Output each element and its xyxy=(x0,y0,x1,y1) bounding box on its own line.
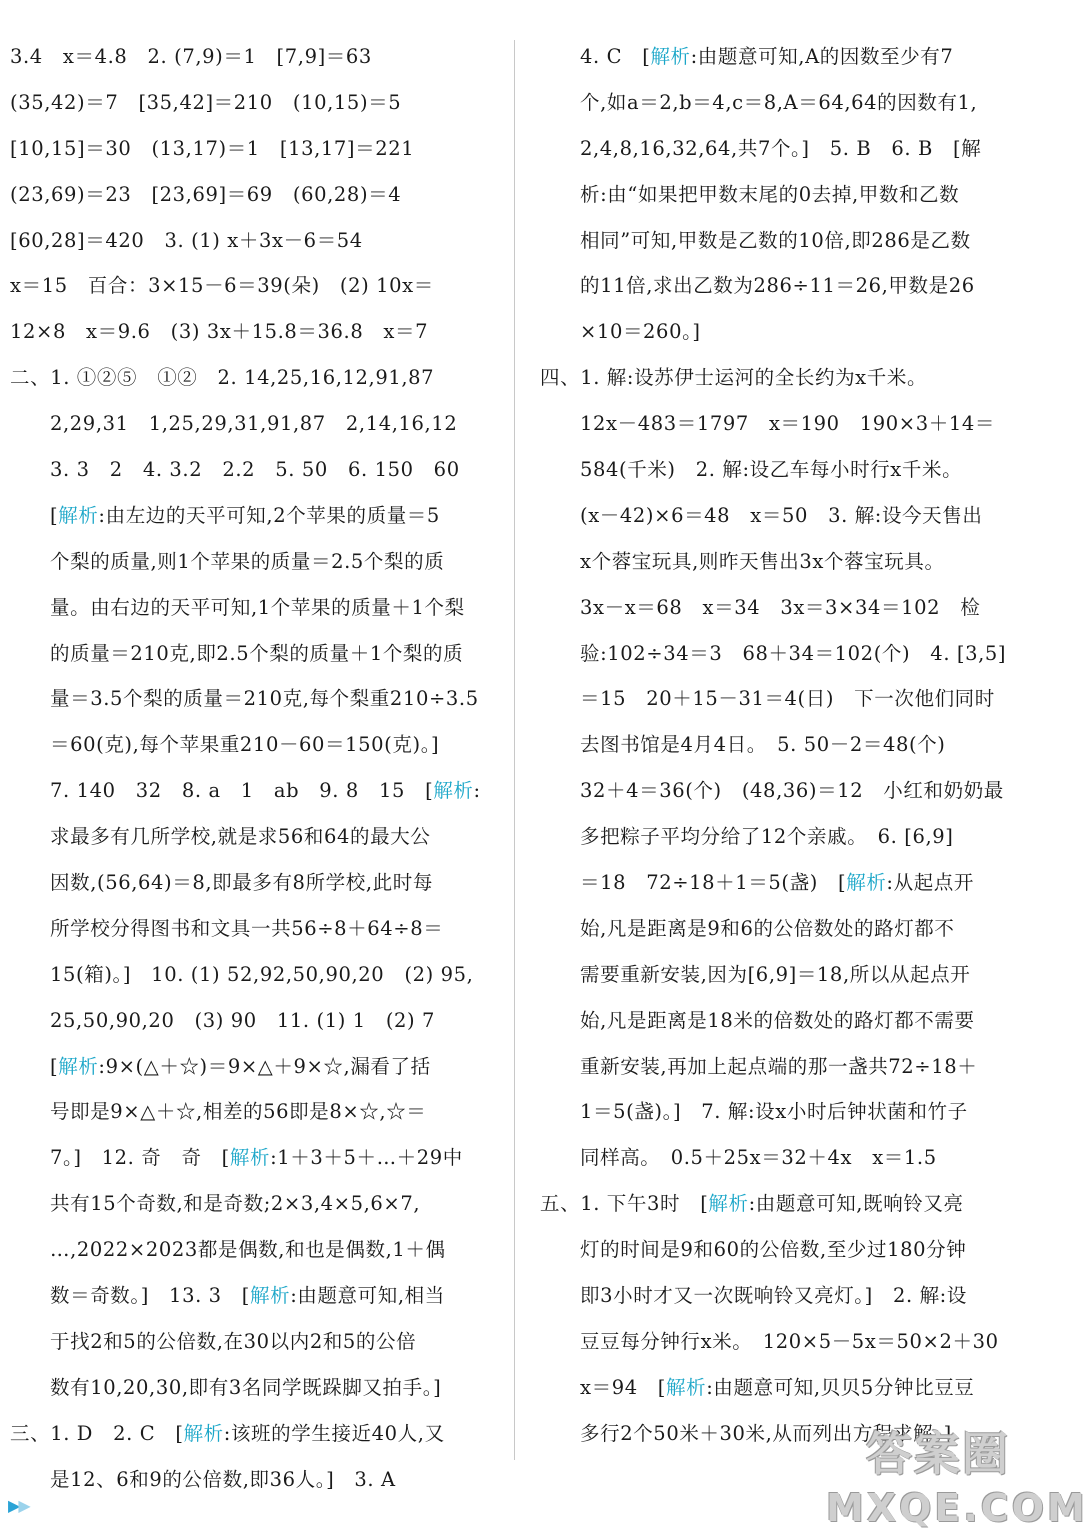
left-column xyxy=(10,34,502,1503)
watermark-title: 答案圈 xyxy=(866,1427,1010,1481)
answer-line: 3. 3 2 4. 3.2 2.2 5. 50 6. 150 60 xyxy=(50,458,460,482)
answer-line: 7. 140 32 8. a 1 ab 9. 8 15 [解析: xyxy=(50,779,481,803)
answer-line: 即3小时才又一次既响铃又亮灯。] 2. 解:设 xyxy=(580,1284,967,1308)
answer-line: ×10＝260。] xyxy=(580,320,701,344)
watermark-logo xyxy=(826,1424,1088,1532)
answer-line: ＝18 72÷18＋1＝5(盏) [解析:从起点开 xyxy=(580,871,974,895)
answer-line: 相同”可知,甲数是乙数的10倍,即286是乙数 xyxy=(580,228,971,252)
answer-line: 于找2和5的公倍数,在30以内2和5的公倍 xyxy=(50,1329,417,1353)
analysis-label: 解析 xyxy=(249,1284,291,1308)
answer-line: (23,69)＝23 [23,69]＝69 (60,28)＝4 xyxy=(10,182,402,206)
answer-line: 个梨的质量,则1个苹果的质量＝2.5个梨的质 xyxy=(50,549,445,573)
answer-line: (x－42)×6＝48 x＝50 3. 解:设今天售出 xyxy=(580,503,983,527)
answer-line: 去图书馆是4月4日。 5. 50－2＝48(个) xyxy=(580,733,946,757)
answer-line: 3.4 x＝4.8 2. (7,9)＝1 [7,9]＝63 xyxy=(10,45,372,68)
answer-line: 的11倍,求出乙数为286÷11＝26,甲数是26 xyxy=(580,274,975,298)
analysis-label: 解析 xyxy=(183,1421,224,1445)
answer-line: 需要重新安装,因为[6,9]＝18,所以从起点开 xyxy=(580,962,971,986)
answer-line: 量。由右边的天平可知,1个苹果的质量＋1个梨 xyxy=(50,595,465,619)
answer-line: 3x－x＝68 x＝34 3x＝3×34＝102 检 xyxy=(580,595,981,619)
analysis-line: 析:由“如果把甲数末尾的0去掉,甲数和乙数 xyxy=(580,182,960,206)
watermark-url: MXQE.COM xyxy=(826,1486,1088,1530)
answer-line: ＝15 20＋15－31＝4(日) 下一次他们同时 xyxy=(580,687,995,711)
answer-line: 因数,(56,64)＝8,即最多有8所学校,此时每 xyxy=(50,871,433,895)
answer-line: 15(箱)。] 10. (1) 52,92,50,90,20 (2) 95, xyxy=(50,962,474,986)
answer-line: 2,29,31 1,25,29,31,91,87 2,14,16,12 xyxy=(50,412,458,436)
analysis-label: 解析 xyxy=(58,503,99,527)
answer-line: 同样高。 0.5＋25x＝32＋4x x＝1.5 xyxy=(580,1146,937,1170)
page-arrows-icon: ▶▶ xyxy=(8,1496,31,1515)
answer-line: (35,42)＝7 [35,42]＝210 (10,15)＝5 xyxy=(10,90,402,114)
section-two-heading: 二、1. ①②⑤ ①② 2. 14,25,16,12,91,87 xyxy=(10,366,435,390)
right-column xyxy=(540,34,1030,1457)
answer-line: 号即是9×△＋☆,相差的56即是8×☆,☆＝ xyxy=(50,1100,427,1124)
answer-line: [60,28]＝420 3. (1) x＋3x－6＝54 xyxy=(10,228,363,252)
analysis-label: 解析 xyxy=(58,1054,99,1078)
analysis-label: 解析 xyxy=(708,1192,749,1216)
answer-line: 重新安装,再加上起点端的那一盏共72÷18＋ xyxy=(580,1054,978,1078)
answer-line: 是12、6和9的公倍数,即36人。] 3. A xyxy=(50,1467,396,1491)
answer-line: 量＝3.5个梨的质量＝210克,每个梨重210÷3.5 xyxy=(50,687,479,711)
answer-line: x＝94 [解析:由题意可知,贝贝5分钟比豆豆 xyxy=(580,1375,975,1399)
answer-line: ＝60(克),每个苹果重210－60＝150(克)。] xyxy=(50,733,440,757)
answer-line: 12x－483＝1797 x＝190 190×3＋14＝ xyxy=(580,412,995,436)
answer-line: 始,凡是距离是9和6的公倍数处的路灯都不 xyxy=(580,916,955,940)
answer-line: 的质量＝210克,即2.5个梨的质量＋1个梨的质 xyxy=(50,641,464,665)
answer-line: [10,15]＝30 (13,17)＝1 [13,17]＝221 xyxy=(10,136,415,160)
answer-line: 数有10,20,30,即有3名同学既跺脚又拍手。] xyxy=(50,1375,442,1399)
analysis-label: 解析 xyxy=(650,45,691,68)
answer-line: 4. C [解析:由题意可知,A的因数至少有7 xyxy=(580,45,954,68)
analysis-line: [解析:由左边的天平可知,2个苹果的质量＝5 xyxy=(50,503,440,527)
answer-line: 1＝5(盏)。] 7. 解:设x小时后钟状菌和竹子 xyxy=(580,1100,968,1124)
answer-line: 验:102÷34＝3 68＋34＝102(个) 4. [3,5] xyxy=(580,641,1007,665)
answer-line: 12×8 x＝9.6 (3) 3x＋15.8＝36.8 x＝7 xyxy=(10,320,429,344)
answer-line: 求最多有几所学校,就是求56和64的最大公 xyxy=(50,825,431,849)
analysis-label: 解析 xyxy=(846,871,887,895)
analysis-label: 解析 xyxy=(433,779,474,803)
answer-line: x个蓉宝玩具,则昨天售出3x个蓉宝玩具。 xyxy=(580,549,945,573)
answer-line: 豆豆每分钟行x米。 120×5－5x＝50×2＋30 xyxy=(580,1329,999,1353)
answer-line: …,2022×2023都是偶数,和也是偶数,1＋偶 xyxy=(50,1238,446,1262)
answer-line: 个,如a＝2,b＝4,c＝8,A＝64,64的因数有1, xyxy=(580,90,978,114)
section-five-heading: 五、1. 下午3时 [解析:由题意可知,既响铃又亮 xyxy=(540,1192,964,1216)
column-divider xyxy=(514,40,515,1460)
answer-line: 所学校分得图书和文具一共56÷8＋64÷8＝ xyxy=(50,916,444,940)
analysis-label: 解析 xyxy=(666,1375,707,1399)
answer-line: 584(千米) 2. 解:设乙车每小时行x千米。 xyxy=(580,458,963,482)
section-three-heading: 三、1. D 2. C [解析:该班的学生接近40人,又 xyxy=(10,1421,445,1445)
answer-line: 32＋4＝36(个) (48,36)＝12 小红和奶奶最 xyxy=(580,779,1004,803)
section-four-heading: 四、1. 解:设苏伊士运河的全长约为x千米。 xyxy=(540,366,928,390)
answer-line: 7。] 12. 奇 奇 [解析:1＋3＋5＋…＋29中 xyxy=(50,1146,463,1170)
analysis-label: 解析 xyxy=(229,1146,271,1170)
analysis-line: [解析:9×(△＋☆)＝9×△＋9×☆,漏看了括 xyxy=(50,1054,431,1078)
answer-line: 始,凡是距离是18米的倍数处的路灯都不需要 xyxy=(580,1008,975,1032)
answer-line: 25,50,90,20 (3) 90 11. (1) 1 (2) 7 xyxy=(50,1008,436,1032)
answer-line: x＝15 百合：3×15－6＝39(朵) (2) 10x＝ xyxy=(10,274,434,298)
answer-line: 数＝奇数。] 13. 3 [解析:由题意可知,相当 xyxy=(50,1284,445,1308)
answer-line: 2,4,8,16,32,64,共7个。] 5. B 6. B [解 xyxy=(580,136,982,160)
answer-line: 共有15个奇数,和是奇数;2×3,4×5,6×7, xyxy=(50,1192,421,1216)
answer-line: 灯的时间是9和60的公倍数,至少过180分钟 xyxy=(580,1238,967,1262)
answer-line: 多把粽子平均分给了12个亲戚。 6. [6,9] xyxy=(580,825,954,849)
answer-line: 多行2个50米＋30米,从而列出方程求解。] xyxy=(580,1421,952,1445)
